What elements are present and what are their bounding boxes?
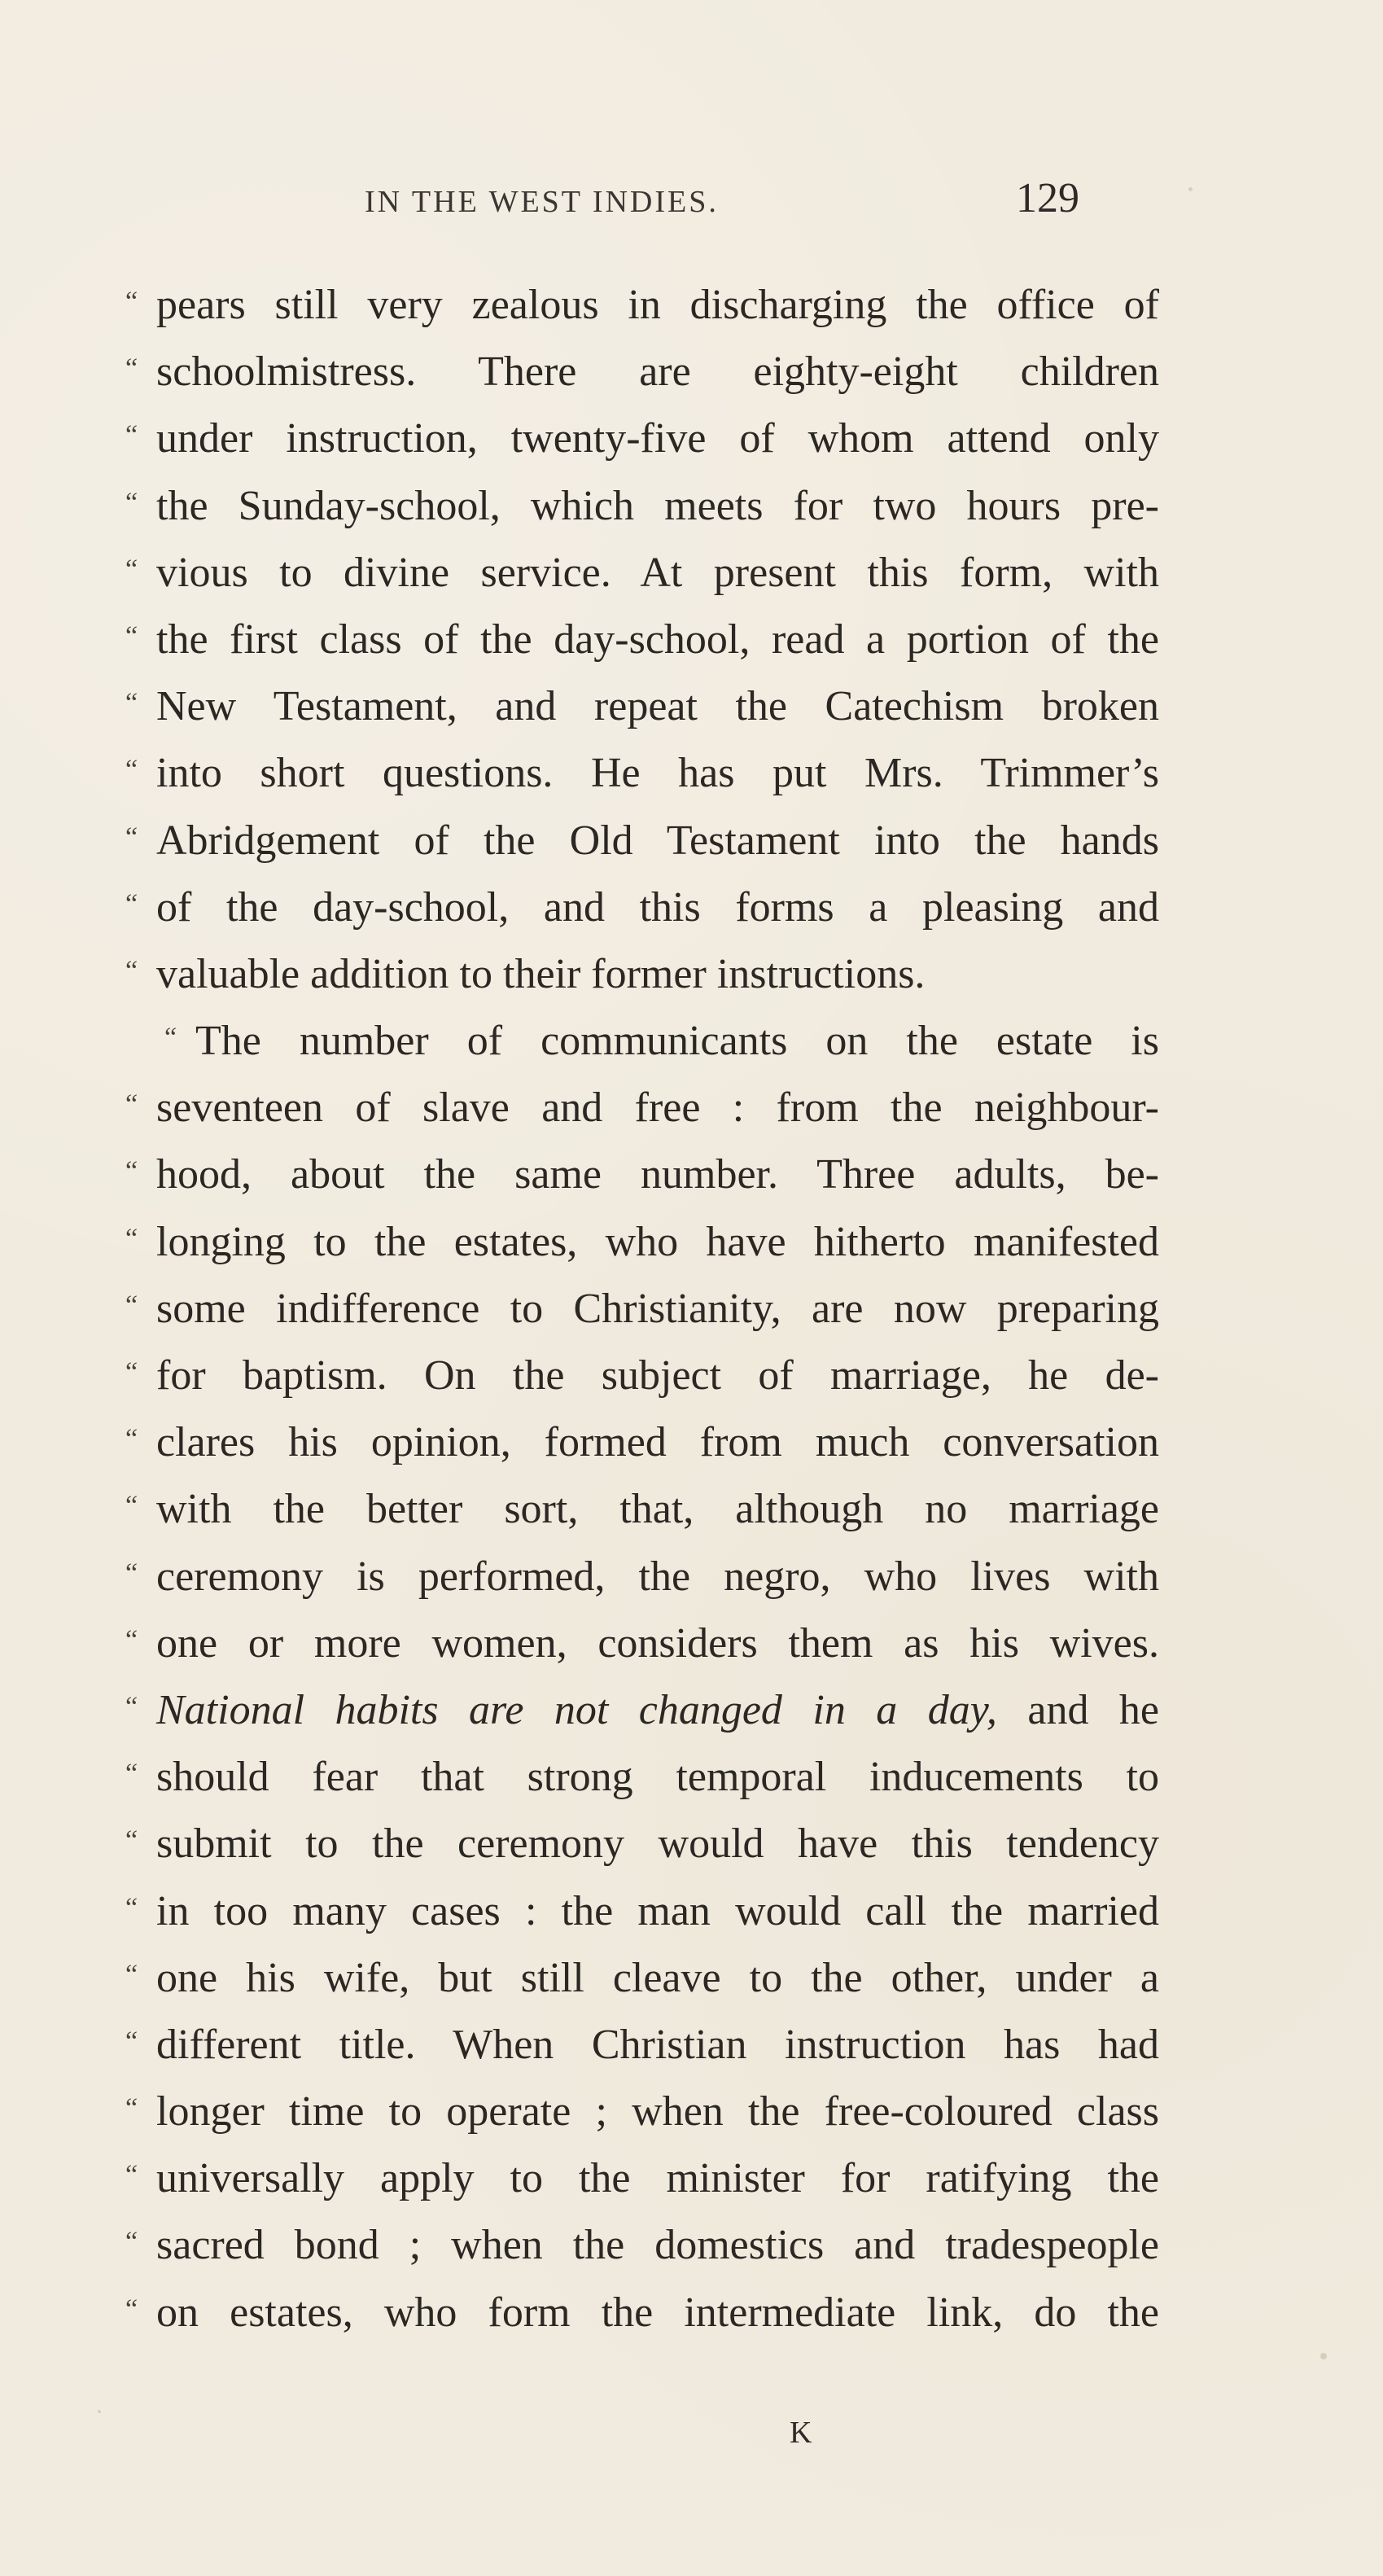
quote-mark: “: [125, 2227, 138, 2258]
text-line: “ into short questions. He has put Mrs. Trimmer’s: [125, 737, 1159, 804]
quote-mark: “: [125, 1089, 138, 1120]
quote-mark: “: [125, 2026, 138, 2057]
quote-mark: “: [125, 1825, 138, 1856]
quote-mark: “: [125, 1357, 138, 1387]
text-line: “ the first class of the day-school, read a portion of the: [125, 603, 1159, 670]
text-line: “ different title. When Christian instruction has had: [125, 2009, 1159, 2075]
quote-mark: “: [125, 1290, 138, 1321]
paper-speck: [1320, 2353, 1327, 2359]
quote-mark: “: [125, 2293, 138, 2324]
quote-mark: “: [125, 888, 138, 919]
text-line: “ should fear that strong temporal inducements to: [125, 1741, 1159, 1807]
quote-mark: “: [125, 487, 138, 518]
text-line: “ The number of communicants on the estate is: [125, 1005, 1159, 1071]
text-line: “ submit to the ceremony would have this tendency: [125, 1807, 1159, 1874]
quote-mark: “: [125, 688, 138, 719]
quote-mark: “: [125, 554, 138, 585]
text-line: “ in too many cases : the man would call the married: [125, 1875, 1159, 1942]
text-line: “ sacred bond ; when the domestics and tradespeople: [125, 2209, 1159, 2276]
quote-mark: “: [125, 955, 138, 986]
quote-mark: “: [125, 1892, 138, 1923]
page-header: [0, 174, 1383, 231]
text-line: “ with the better sort, that, although no marriage: [125, 1473, 1159, 1540]
running-head: IN THE WEST INDIES.: [365, 185, 719, 219]
quote-mark: “: [125, 821, 138, 852]
text-line: “ ceremony is performed, the negro, who lives with: [125, 1540, 1159, 1607]
text-line: “ National habits are not changed in a day, and he: [125, 1674, 1159, 1741]
text-line: “ under instruction, twenty-five of whom attend only: [125, 402, 1159, 469]
paper-speck: [98, 2410, 101, 2413]
quote-mark: “: [125, 353, 138, 384]
text-line: “ schoolmistress. There are eighty-eight children: [125, 335, 1159, 402]
quote-mark: “: [125, 1491, 138, 1522]
text-line: “ of the day-school, and this forms a pleasing and: [125, 871, 1159, 938]
text-line: “ some indifference to Christianity, are now preparing: [125, 1273, 1159, 1339]
quote-mark: “: [125, 1156, 138, 1187]
quote-mark: “: [125, 1223, 138, 1254]
quote-mark: “: [125, 620, 138, 651]
text-line: “ pears still very zealous in discharging the office of: [125, 269, 1159, 335]
text-line: “ on estates, who form the intermediate link, do the: [125, 2276, 1159, 2343]
quote-mark: “: [125, 1424, 138, 1455]
text-line: “ New Testament, and repeat the Catechism broken: [125, 670, 1159, 737]
text-line: “ vious to divine service. At present this form, with: [125, 537, 1159, 603]
quote-mark: “: [125, 755, 138, 786]
text-line: “ one or more women, considers them as his wives.: [125, 1607, 1159, 1674]
page-number: 129: [1016, 175, 1079, 221]
text-line: “ longing to the estates, who have hitherto manifested: [125, 1206, 1159, 1273]
quote-mark: “: [125, 1959, 138, 1990]
text-line: “ Abridgement of the Old Testament into the hands: [125, 804, 1159, 871]
signature-mark: K: [790, 2416, 812, 2450]
quote-mark: “: [125, 2160, 138, 2191]
text-line: “ valuable addition to their former instructions.: [125, 938, 1159, 1005]
quote-mark: “: [125, 2093, 138, 2124]
quote-mark: “: [125, 1557, 138, 1588]
text-line: “ for baptism. On the subject of marriage, he de-: [125, 1339, 1159, 1406]
body-text: [125, 269, 1159, 2343]
text-line: “ hood, about the same number. Three adults, be-: [125, 1138, 1159, 1205]
quote-mark: “: [164, 1023, 177, 1054]
text-line: “ universally apply to the minister for ratifying the: [125, 2142, 1159, 2209]
quote-mark: “: [125, 1624, 138, 1655]
quote-mark: “: [125, 1691, 138, 1722]
text-line: “ the Sunday-school, which meets for two hours pre-: [125, 470, 1159, 537]
text-line: “ seventeen of slave and free : from the neighbour-: [125, 1071, 1159, 1138]
quote-mark: “: [125, 420, 138, 451]
text-line: “ longer time to operate ; when the free-coloured class: [125, 2075, 1159, 2142]
quote-mark: “: [125, 1759, 138, 1790]
text-line: “ clares his opinion, formed from much conversation: [125, 1406, 1159, 1473]
text-line: “ one his wife, but still cleave to the other, under a: [125, 1942, 1159, 2009]
quote-mark: “: [125, 287, 138, 317]
italic-emphasis: National habits are not changed in a day,: [156, 1686, 997, 1733]
